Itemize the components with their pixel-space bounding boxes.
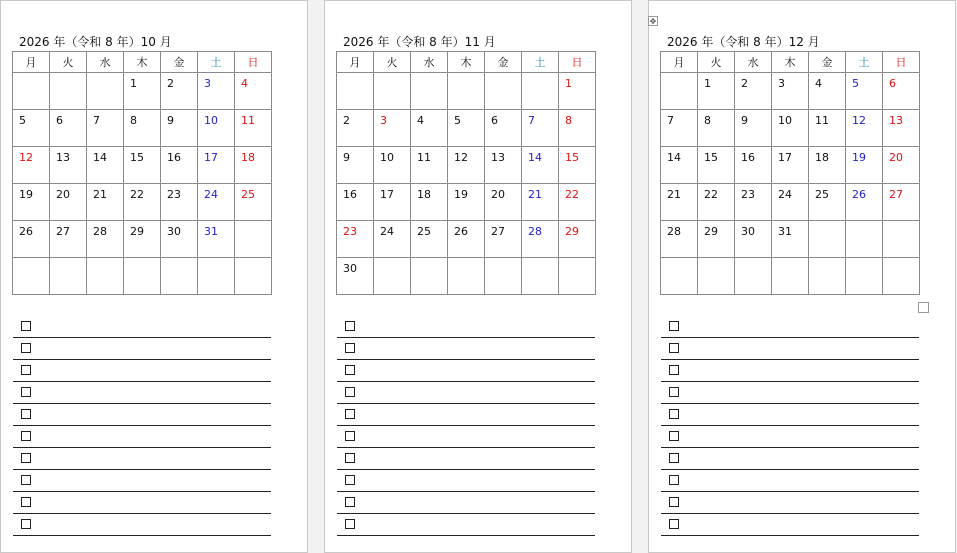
day-cell[interactable]: 19 [13,184,50,221]
day-cell[interactable]: 16 [161,147,198,184]
day-cell[interactable]: 22 [559,184,596,221]
day-cell[interactable]: 10 [772,110,809,147]
weekday-header: 月 [13,52,50,73]
day-cell[interactable]: 18 [809,147,846,184]
day-cell[interactable]: 9 [161,110,198,147]
day-cell[interactable]: 27 [883,184,920,221]
day-cell[interactable]: 25 [235,184,272,221]
day-cell[interactable]: 12 [13,147,50,184]
day-cell[interactable]: 13 [485,147,522,184]
week-row [337,147,596,184]
checkbox-icon[interactable] [21,409,31,419]
weekday-header: 日 [235,52,272,73]
day-cell[interactable] [448,258,485,295]
day-cell[interactable] [411,258,448,295]
day-cell[interactable]: 31 [772,221,809,258]
weekday-header: 水 [87,52,124,73]
month-title: 2026 年（令和 8 年）11 月 [343,35,496,49]
checklist-line[interactable] [13,361,271,382]
checklist-line[interactable] [13,493,271,514]
day-cell[interactable]: 23 [735,184,772,221]
calendar-page-oct [0,0,308,553]
day-cell[interactable]: 26 [448,221,485,258]
day-cell[interactable] [87,258,124,295]
day-cell[interactable]: 28 [87,221,124,258]
day-cell[interactable]: 3 [374,110,411,147]
checkbox-icon[interactable] [345,343,355,353]
day-cell[interactable] [411,73,448,110]
week-row [661,147,920,184]
day-cell[interactable]: 20 [485,184,522,221]
day-cell[interactable]: 14 [522,147,559,184]
day-cell[interactable]: 21 [661,184,698,221]
day-cell[interactable]: 24 [374,221,411,258]
weekday-header: 水 [735,52,772,73]
weekday-header: 土 [522,52,559,73]
checkbox-icon[interactable] [21,497,31,507]
day-cell[interactable] [735,258,772,295]
day-cell[interactable]: 29 [559,221,596,258]
day-cell[interactable]: 14 [661,147,698,184]
day-cell[interactable]: 6 [883,73,920,110]
month-title: 2026 年（令和 8 年）12 月 [667,35,820,49]
checklist-line[interactable] [337,361,595,382]
week-row [337,73,596,110]
table-resize-handle[interactable] [918,302,929,313]
day-cell[interactable]: 1 [559,73,596,110]
week-row [337,184,596,221]
checklist-line[interactable] [337,405,595,426]
week-row [13,258,272,295]
checklist-line[interactable] [337,427,595,448]
day-cell[interactable]: 28 [661,221,698,258]
day-cell[interactable] [772,258,809,295]
day-cell[interactable]: 26 [846,184,883,221]
day-cell[interactable]: 17 [198,147,235,184]
week-row [337,258,596,295]
day-cell[interactable]: 8 [559,110,596,147]
day-cell[interactable]: 11 [809,110,846,147]
checklist-line[interactable] [337,493,595,514]
day-cell[interactable]: 16 [735,147,772,184]
checkbox-icon[interactable] [21,321,31,331]
day-cell[interactable] [809,221,846,258]
checkbox-icon[interactable] [345,431,355,441]
day-cell[interactable]: 6 [485,110,522,147]
weekday-header: 火 [374,52,411,73]
checkbox-icon[interactable] [21,387,31,397]
day-cell[interactable]: 10 [374,147,411,184]
day-cell[interactable]: 11 [411,147,448,184]
calendar-page-nov [324,0,632,553]
day-cell[interactable]: 2 [337,110,374,147]
checkbox-icon[interactable] [669,409,679,419]
day-cell[interactable] [50,73,87,110]
day-cell[interactable]: 2 [735,73,772,110]
day-cell[interactable] [559,258,596,295]
week-row [661,184,920,221]
checklist-line[interactable] [13,317,271,338]
checklist-line[interactable] [661,515,919,536]
checkbox-icon[interactable] [21,431,31,441]
checkbox-icon[interactable] [21,365,31,375]
calendar-table[interactable] [12,51,272,295]
day-cell[interactable]: 9 [337,147,374,184]
day-cell[interactable] [374,258,411,295]
week-row [661,110,920,147]
day-cell[interactable]: 23 [161,184,198,221]
day-cell[interactable]: 24 [198,184,235,221]
day-cell[interactable]: 25 [809,184,846,221]
checkbox-icon[interactable] [669,343,679,353]
day-cell[interactable]: 3 [198,73,235,110]
checklist-line[interactable] [13,471,271,492]
checkbox-icon[interactable] [21,475,31,485]
checklist-line[interactable] [337,317,595,338]
day-cell[interactable]: 17 [772,147,809,184]
day-cell[interactable]: 20 [50,184,87,221]
day-cell[interactable]: 28 [522,221,559,258]
checkbox-icon[interactable] [669,475,679,485]
checkbox-icon[interactable] [345,409,355,419]
day-cell[interactable]: 6 [50,110,87,147]
checklist-line[interactable] [661,493,919,514]
day-cell[interactable] [846,221,883,258]
day-cell[interactable] [846,258,883,295]
day-cell[interactable]: 4 [411,110,448,147]
day-cell[interactable]: 27 [50,221,87,258]
day-cell[interactable]: 19 [846,147,883,184]
day-cell[interactable]: 31 [198,221,235,258]
day-cell[interactable]: 5 [13,110,50,147]
weekday-header-row [661,52,920,73]
checklist [661,317,919,537]
day-cell[interactable]: 1 [698,73,735,110]
checklist-line[interactable] [661,471,919,492]
day-cell[interactable]: 30 [735,221,772,258]
checkbox-icon[interactable] [345,497,355,507]
calendar-page-dec [648,0,956,553]
checklist-line[interactable] [13,339,271,360]
day-cell[interactable] [374,73,411,110]
weekday-header: 日 [559,52,596,73]
checkbox-icon[interactable] [669,365,679,375]
day-cell[interactable]: 13 [50,147,87,184]
checkbox-icon[interactable] [345,453,355,463]
checklist-line[interactable] [661,405,919,426]
weekday-header-row [13,52,272,73]
checklist-line[interactable] [13,383,271,404]
weekday-header: 月 [661,52,698,73]
weekday-header: 火 [698,52,735,73]
day-cell[interactable]: 27 [485,221,522,258]
weekday-header: 木 [448,52,485,73]
day-cell[interactable]: 10 [198,110,235,147]
month-title: 2026 年（令和 8 年）10 月 [19,35,172,49]
day-cell[interactable]: 29 [698,221,735,258]
checklist-line[interactable] [337,471,595,492]
day-cell[interactable] [522,73,559,110]
day-cell[interactable]: 7 [87,110,124,147]
day-cell[interactable] [198,258,235,295]
week-row [13,221,272,258]
day-cell[interactable] [124,258,161,295]
checklist-line[interactable] [337,449,595,470]
checkbox-icon[interactable] [345,365,355,375]
checkbox-icon[interactable] [21,343,31,353]
day-cell[interactable]: 15 [559,147,596,184]
day-cell[interactable]: 12 [448,147,485,184]
checklist-line[interactable] [661,339,919,360]
day-cell[interactable]: 30 [161,221,198,258]
day-cell[interactable]: 5 [448,110,485,147]
day-cell[interactable] [161,258,198,295]
day-cell[interactable] [809,258,846,295]
day-cell[interactable]: 5 [846,73,883,110]
week-row [661,258,920,295]
day-cell[interactable] [50,258,87,295]
week-row [661,73,920,110]
checklist-line[interactable] [13,405,271,426]
checkbox-icon[interactable] [669,519,679,529]
day-cell[interactable]: 15 [698,147,735,184]
day-cell[interactable] [661,258,698,295]
checkbox-icon[interactable] [669,387,679,397]
checklist-line[interactable] [661,427,919,448]
day-cell[interactable]: 20 [883,147,920,184]
weekday-header-row [337,52,596,73]
day-cell[interactable]: 18 [235,147,272,184]
day-cell[interactable]: 4 [809,73,846,110]
table-move-handle-icon[interactable]: ✥ [649,17,657,26]
weekday-header: 木 [772,52,809,73]
weekday-header: 月 [337,52,374,73]
day-cell[interactable]: 3 [772,73,809,110]
day-cell[interactable]: 23 [337,221,374,258]
day-cell[interactable] [661,73,698,110]
day-cell[interactable]: 1 [124,73,161,110]
checklist-line[interactable] [13,427,271,448]
weekday-header: 金 [809,52,846,73]
weekday-header: 水 [411,52,448,73]
day-cell[interactable]: 21 [87,184,124,221]
week-row [13,184,272,221]
day-cell[interactable]: 9 [735,110,772,147]
day-cell[interactable]: 26 [13,221,50,258]
checkbox-icon[interactable] [345,475,355,485]
day-cell[interactable]: 18 [411,184,448,221]
day-cell[interactable]: 11 [235,110,272,147]
day-cell[interactable]: 29 [124,221,161,258]
day-cell[interactable]: 8 [124,110,161,147]
day-cell[interactable] [485,258,522,295]
week-row [13,110,272,147]
checklist-line[interactable] [661,449,919,470]
weekday-header: 土 [846,52,883,73]
checkbox-icon[interactable] [345,387,355,397]
checkbox-icon[interactable] [21,453,31,463]
weekday-header: 金 [485,52,522,73]
day-cell[interactable]: 19 [448,184,485,221]
checklist-line[interactable] [337,339,595,360]
day-cell[interactable] [235,221,272,258]
weekday-header: 土 [198,52,235,73]
weekday-header: 木 [124,52,161,73]
checklist-line[interactable] [661,361,919,382]
day-cell[interactable] [337,73,374,110]
day-cell[interactable] [235,258,272,295]
weekday-header: 火 [50,52,87,73]
checkbox-icon[interactable] [669,497,679,507]
checkbox-icon[interactable] [345,519,355,529]
checkbox-icon[interactable] [345,321,355,331]
day-cell[interactable]: 25 [411,221,448,258]
day-cell[interactable]: 7 [522,110,559,147]
day-cell[interactable]: 8 [698,110,735,147]
day-cell[interactable]: 22 [124,184,161,221]
weekday-header: 金 [161,52,198,73]
day-cell[interactable]: 30 [337,258,374,295]
weekday-header: 日 [883,52,920,73]
checklist-line[interactable] [661,383,919,404]
calendar-table[interactable] [336,51,596,295]
checklist-line[interactable] [337,383,595,404]
day-cell[interactable]: 17 [374,184,411,221]
day-cell[interactable] [87,73,124,110]
day-cell[interactable] [522,258,559,295]
day-cell[interactable] [698,258,735,295]
day-cell[interactable]: 14 [87,147,124,184]
checkbox-icon[interactable] [669,321,679,331]
checklist-line[interactable] [13,449,271,470]
day-cell[interactable]: 13 [883,110,920,147]
checklist-line[interactable] [661,317,919,338]
day-cell[interactable] [13,73,50,110]
day-cell[interactable]: 12 [846,110,883,147]
day-cell[interactable]: 7 [661,110,698,147]
day-cell[interactable]: 4 [235,73,272,110]
day-cell[interactable] [448,73,485,110]
week-row [661,221,920,258]
calendar-table[interactable] [660,51,920,295]
checkbox-icon[interactable] [669,453,679,463]
day-cell[interactable]: 2 [161,73,198,110]
checkbox-icon[interactable] [21,519,31,529]
day-cell[interactable] [485,73,522,110]
checklist-line[interactable] [13,515,271,536]
checklist-line[interactable] [337,515,595,536]
checklist [13,317,271,537]
day-cell[interactable] [13,258,50,295]
week-row [13,73,272,110]
week-row [337,221,596,258]
day-cell[interactable]: 15 [124,147,161,184]
checklist [337,317,595,537]
week-row [13,147,272,184]
checkbox-icon[interactable] [669,431,679,441]
day-cell[interactable]: 24 [772,184,809,221]
day-cell[interactable] [883,221,920,258]
day-cell[interactable] [883,258,920,295]
day-cell[interactable]: 21 [522,184,559,221]
day-cell[interactable]: 22 [698,184,735,221]
week-row [337,110,596,147]
day-cell[interactable]: 16 [337,184,374,221]
